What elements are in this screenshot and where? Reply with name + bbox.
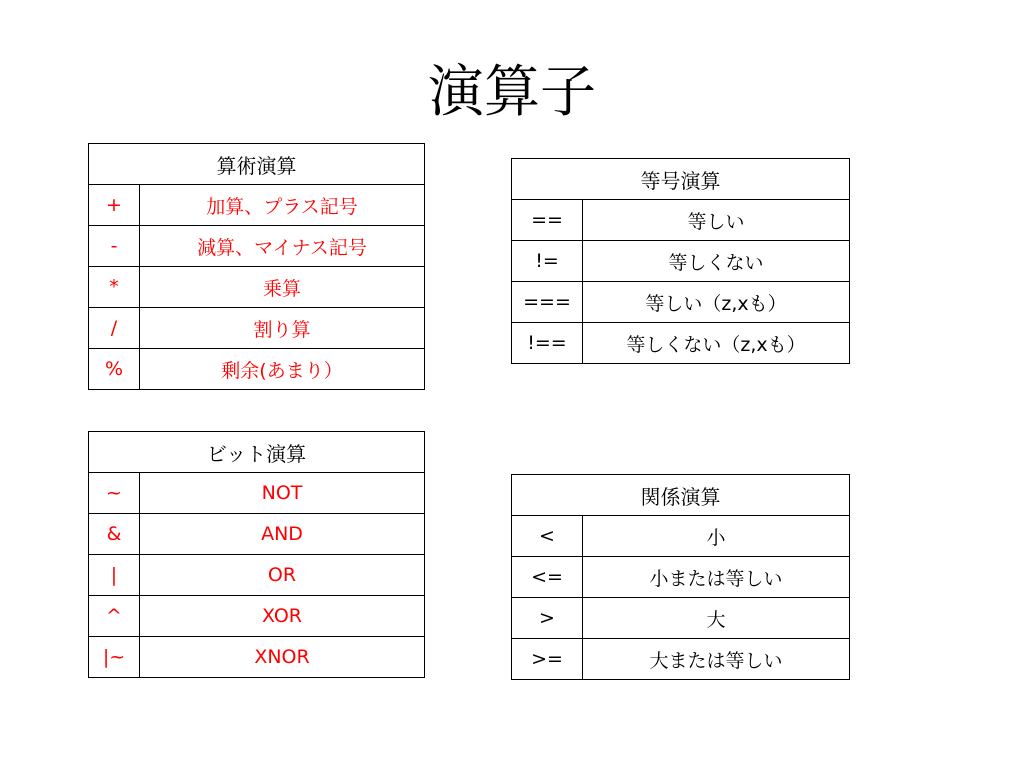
operator-symbol: !== [512, 323, 583, 364]
operator-description: 等しい（z,xも） [583, 282, 850, 323]
table-row [512, 639, 850, 680]
operator-symbol: === [512, 282, 583, 323]
table-row [89, 596, 425, 637]
operator-description: NOT [140, 473, 425, 514]
table-row [512, 200, 850, 241]
table-row [512, 598, 850, 639]
arithmetic-header: 算術演算 [89, 144, 425, 185]
operator-symbol: - [89, 226, 140, 267]
table-row [89, 308, 425, 349]
table-row [89, 349, 425, 390]
operator-description: XOR [140, 596, 425, 637]
operator-description: 等しい [583, 200, 850, 241]
operator-symbol: == [512, 200, 583, 241]
table-row [512, 557, 850, 598]
table-row [89, 637, 425, 678]
table-row [89, 555, 425, 596]
arithmetic-table [88, 143, 425, 390]
table-header-row [512, 159, 850, 200]
table-row [89, 267, 425, 308]
table-header-row [89, 144, 425, 185]
operator-symbol: != [512, 241, 583, 282]
operator-description: 割り算 [140, 308, 425, 349]
table-row [512, 282, 850, 323]
operator-description: 等しくない [583, 241, 850, 282]
bitwise-header: ビット演算 [89, 432, 425, 473]
table-header-row [89, 432, 425, 473]
operator-description: 加算、プラス記号 [140, 185, 425, 226]
operator-symbol: % [89, 349, 140, 390]
operator-symbol: + [89, 185, 140, 226]
operator-description: 減算、マイナス記号 [140, 226, 425, 267]
table-row [512, 241, 850, 282]
operator-description: XNOR [140, 637, 425, 678]
operator-description: OR [140, 555, 425, 596]
operator-description: 大または等しい [583, 639, 850, 680]
operator-symbol: ^ [89, 596, 140, 637]
table-row [512, 516, 850, 557]
operator-description: 小 [583, 516, 850, 557]
operator-description: 大 [583, 598, 850, 639]
operator-symbol: ~ [89, 473, 140, 514]
page-title: 演算子 [428, 60, 596, 125]
operator-symbol: |~ [89, 637, 140, 678]
operator-description: 剰余(あまり） [140, 349, 425, 390]
equality-header: 等号演算 [512, 159, 850, 200]
bitwise-table [88, 431, 425, 678]
table-row [89, 185, 425, 226]
table-row [89, 473, 425, 514]
operator-symbol: <= [512, 557, 583, 598]
table-row [89, 226, 425, 267]
table-row [512, 323, 850, 364]
operator-description: 乗算 [140, 267, 425, 308]
table-header-row [512, 475, 850, 516]
relational-table [511, 474, 850, 680]
operator-symbol: * [89, 267, 140, 308]
operator-symbol: & [89, 514, 140, 555]
operator-symbol: > [512, 598, 583, 639]
equality-table [511, 158, 850, 364]
operator-description: AND [140, 514, 425, 555]
relational-header: 関係演算 [512, 475, 850, 516]
operator-symbol: < [512, 516, 583, 557]
operator-symbol: >= [512, 639, 583, 680]
table-row [89, 514, 425, 555]
operator-symbol: / [89, 308, 140, 349]
operator-description: 小または等しい [583, 557, 850, 598]
operator-symbol: | [89, 555, 140, 596]
operator-description: 等しくない（z,xも） [583, 323, 850, 364]
